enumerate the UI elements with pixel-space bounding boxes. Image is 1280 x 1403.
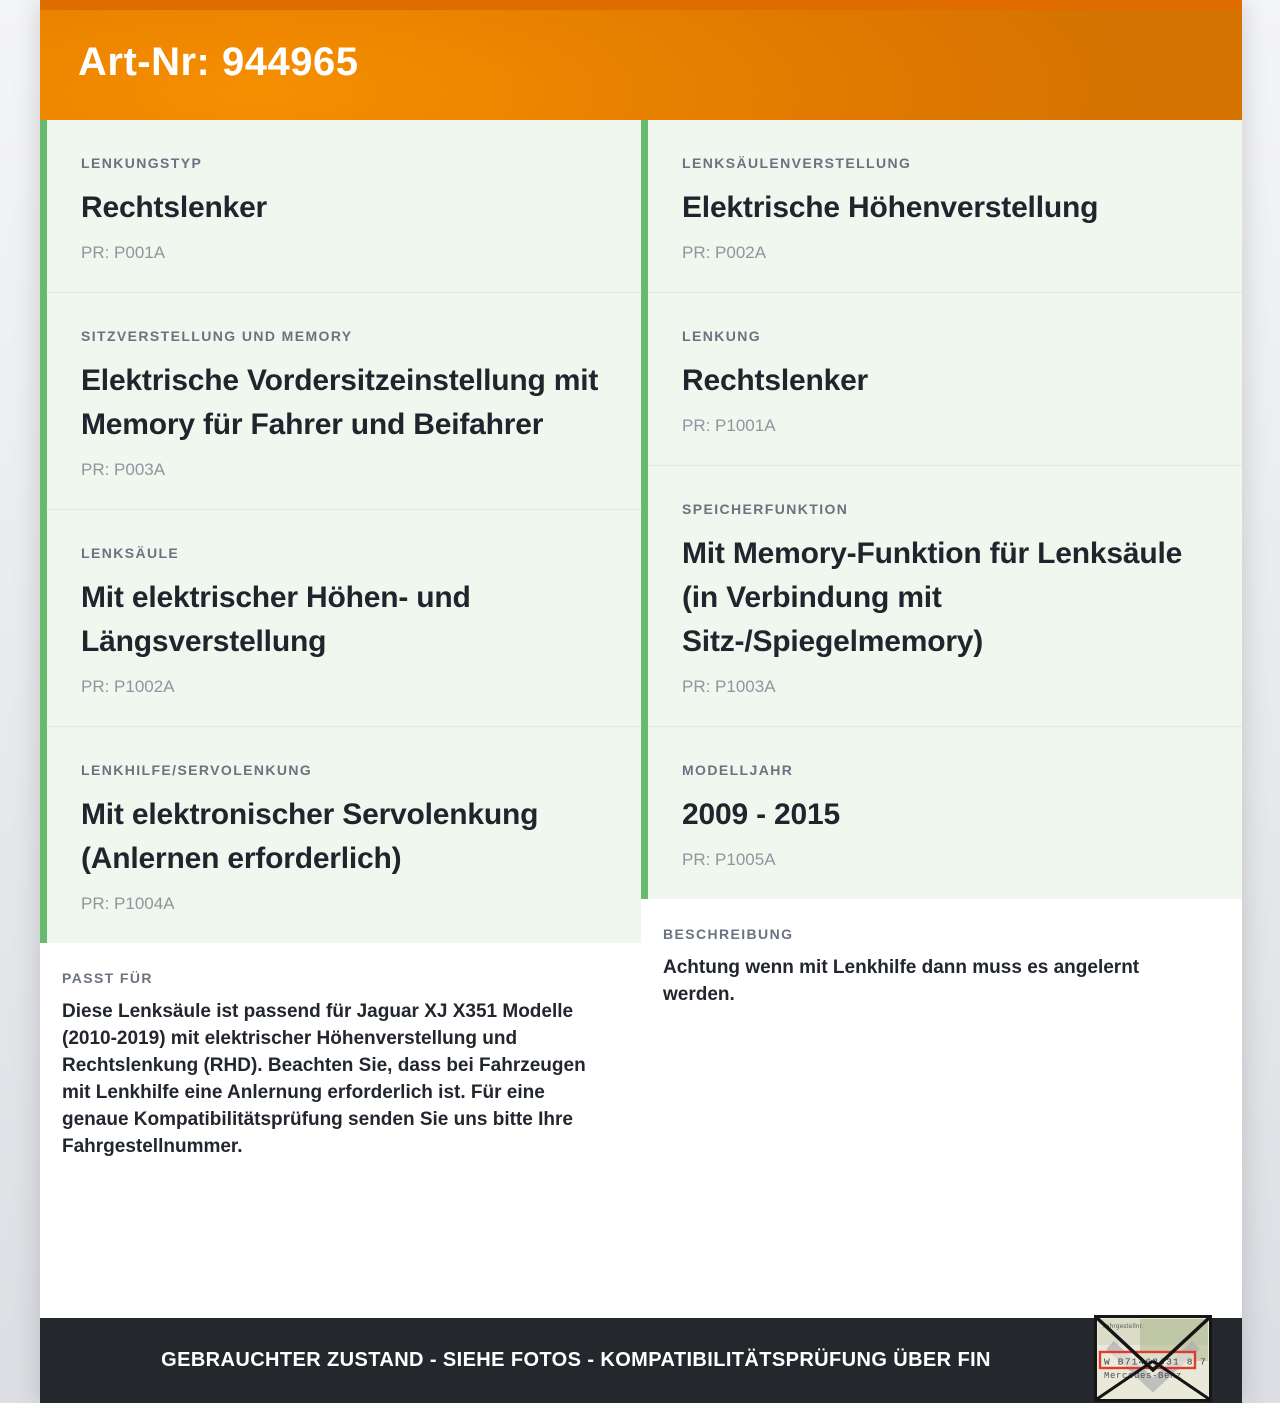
spec-card-pr-code: PR: P003A: [81, 460, 166, 479]
spec-card-pr-code: PR: P1002A: [81, 677, 175, 696]
spec-card-pr-code: PR: P1004A: [81, 894, 175, 913]
beschreibung-label: BESCHREIBUNG: [663, 926, 794, 942]
spec-card-value: Mit elektrischer Höhen- und Längsverstellung: [81, 581, 471, 658]
spec-card-stack-left: [40, 120, 641, 943]
spec-card-value: Elektrische Höhenverstellung: [682, 191, 1099, 224]
envelope-stamp-icon: [1094, 1315, 1212, 1402]
spec-card-label: SPEICHERFUNKTION: [682, 501, 849, 517]
passt-fuer-section: [40, 943, 641, 1318]
left-column: [40, 120, 641, 1318]
passt-fuer-label: PASST FÜR: [62, 970, 153, 986]
spec-columns: [40, 120, 1242, 1318]
beschreibung-section: [641, 899, 1242, 1318]
spec-card-label: LENKUNG: [682, 328, 762, 344]
spec-card: [47, 292, 641, 509]
condition-banner-text: GEBRAUCHTER ZUSTAND - SIEHE FOTOS - KOMPATIBILITÄTSPRÜFUNG ÜBER FIN: [161, 1349, 991, 1371]
spec-card-label: LENKHILFE/SERVOLENKUNG: [81, 762, 313, 778]
footer-banner: [40, 1318, 1242, 1403]
passt-fuer-text: Diese Lenksäule ist passend für Jaguar XJ X351 Modelle (2010-2019) mit elektrischer Höhenverstellung und Rechtslenkung (RHD). Beachten Sie, dass bei Fahrzeugen mit Lenkhilfe eine Anlernung erforderlich ist. Für eine genaue Kompatibilitätsprüfung senden Sie uns bitte Ihre Fahrgestellnummer.: [62, 1001, 586, 1157]
doc-label-text: Fahrgestellnr.: [1103, 1323, 1144, 1330]
spec-card-pr-code: PR: P002A: [682, 243, 767, 262]
spec-card-label: LENKSÄULE: [81, 545, 180, 561]
spec-card-label: SITZVERSTELLUNG UND MEMORY: [81, 328, 353, 344]
spec-card-pr-code: PR: P001A: [81, 243, 166, 262]
spec-card: [648, 465, 1242, 726]
spec-card-label: MODELLJAHR: [682, 762, 794, 778]
spec-card-value: Rechtslenker: [682, 364, 869, 397]
spec-card-pr-code: PR: P1001A: [682, 416, 776, 435]
spec-card-label: LENKUNGSTYP: [81, 155, 203, 171]
header-banner: [40, 0, 1242, 120]
brand-text: Mercedes-Benz: [1104, 1371, 1183, 1381]
spec-card-value: Elektrische Vordersitzeinstellung mit Memory für Fahrer und Beifahrer: [81, 364, 599, 441]
spec-card-label: LENKSÄULENVERSTELLUNG: [682, 155, 912, 171]
vin-suffix-text: 7: [1200, 1356, 1206, 1368]
spec-card-value: Mit elektronischer Servolenkung (Anlernen erforderlich): [81, 798, 539, 875]
spec-card: [47, 726, 641, 943]
spec-card: [47, 509, 641, 726]
spec-card: [648, 726, 1242, 899]
vin-document-envelope-image: [1094, 1315, 1212, 1402]
spec-card: [648, 120, 1242, 292]
spec-card-value: Rechtslenker: [81, 191, 268, 224]
right-column: [641, 120, 1242, 1318]
article-number-title: Art-Nr: 944965: [78, 39, 359, 84]
spec-card-value: Mit Memory-Funktion für Lenksäule (in Verbindung mit Sitz-/Spiegelmemory): [682, 537, 1183, 658]
vin-text: W B71463J31 8: [1104, 1356, 1194, 1368]
spec-card-stack-right: [641, 120, 1242, 899]
listing-container: [40, 0, 1242, 1403]
spec-card-pr-code: PR: P1003A: [682, 677, 776, 696]
spec-card-value: 2009 - 2015: [682, 798, 840, 831]
spec-card: [47, 120, 641, 292]
spec-card-pr-code: PR: P1005A: [682, 850, 776, 869]
spec-card: [648, 292, 1242, 465]
beschreibung-text: Achtung wenn mit Lenkhilfe dann muss es angelernt werden.: [663, 957, 1140, 1005]
